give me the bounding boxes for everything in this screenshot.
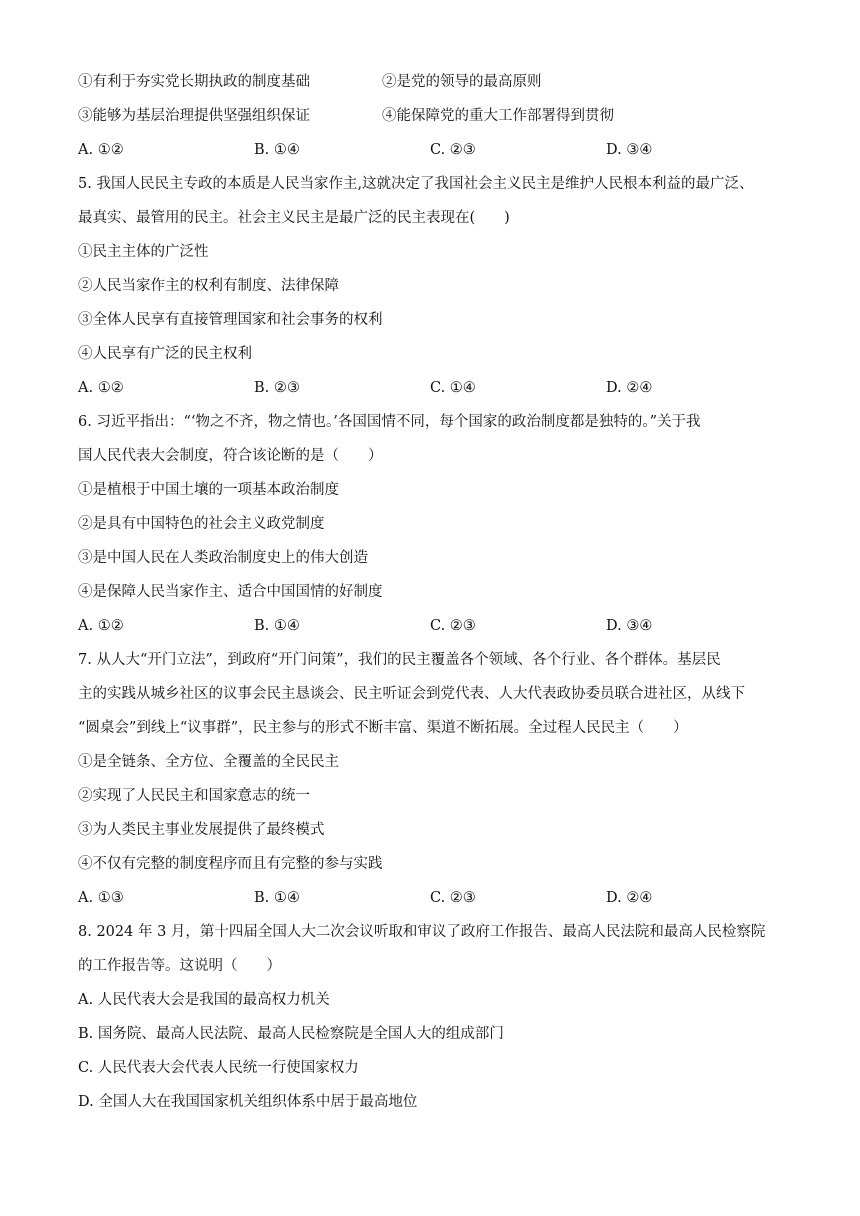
q4-statement-1: ①有利于夯实党长期执政的制度基础 bbox=[78, 74, 310, 90]
q6-stem-line-2: 国人民代表大会制度，符合该论断的是（ ） bbox=[78, 448, 383, 464]
q6-stem-line-1: 6. 习近平指出：“‘物之不齐，物之情也。’各国国情不同，每个国家的政治制度都是独特的。”关于我 bbox=[78, 414, 701, 430]
q6-statement-3: ③是中国人民在人类政治制度史上的伟大创造 bbox=[78, 550, 368, 566]
q6-option-c: C. ②③ bbox=[430, 618, 476, 634]
q4-statement-2: ②是党的领导的最高原则 bbox=[382, 74, 542, 90]
q6-option-d: D. ③④ bbox=[606, 618, 653, 634]
q7-statement-2: ②实现了人民民主和国家意志的统一 bbox=[78, 788, 310, 804]
q5-stem-line-1: 5. 我国人民民主专政的本质是人民当家作主,这就决定了我国社会主义民主是维护人民根本利益的最广泛、 bbox=[78, 176, 754, 192]
q5-statement-3: ③全体人民享有直接管理国家和社会事务的权利 bbox=[78, 312, 383, 328]
q7-stem-line-1: 7. 从人大“开门立法”，到政府“开门问策”，我们的民主覆盖各个领域、各个行业、各个群体。基层民 bbox=[78, 652, 721, 668]
q6-statement-1: ①是植根于中国土壤的一项基本政治制度 bbox=[78, 482, 339, 498]
q7-statement-1: ①是全链条、全方位、全覆盖的全民民主 bbox=[78, 754, 339, 770]
q8-choice-d: D. 全国人大在我国国家机关组织体系中居于最高地位 bbox=[78, 1094, 418, 1110]
q8-choice-a: A. 人民代表大会是我国的最高权力机关 bbox=[78, 992, 330, 1008]
q7-option-d: D. ②④ bbox=[606, 890, 653, 906]
q5-statement-1: ①民主主体的广泛性 bbox=[78, 244, 209, 260]
q8-stem-line-2: 的工作报告等。这说明（ ） bbox=[78, 958, 281, 974]
q4-option-c: C. ②③ bbox=[430, 142, 476, 158]
q8-stem-line-1: 8. 2024 年 3 月，第十四届全国人大二次会议听取和审议了政府工作报告、最高人民法院和最高人民检察院 bbox=[78, 924, 766, 940]
q7-option-c: C. ②③ bbox=[430, 890, 476, 906]
q7-statement-3: ③为人类民主事业发展提供了最终模式 bbox=[78, 822, 325, 838]
q5-option-c: C. ①④ bbox=[430, 380, 476, 396]
q6-option-b: B. ①④ bbox=[254, 618, 300, 634]
q7-statement-4: ④不仅有完整的制度程序而且有完整的参与实践 bbox=[78, 856, 383, 872]
q4-statement-4: ④能保障党的重大工作部署得到贯彻 bbox=[382, 108, 614, 124]
q6-option-a: A. ①② bbox=[78, 618, 124, 634]
q6-statement-2: ②是具有中国特色的社会主义政党制度 bbox=[78, 516, 325, 532]
q5-statement-2: ②人民当家作主的权利有制度、法律保障 bbox=[78, 278, 339, 294]
q8-choice-c: C. 人民代表大会代表人民统一行使国家权力 bbox=[78, 1060, 359, 1076]
q5-option-b: B. ②③ bbox=[254, 380, 300, 396]
q5-stem-line-2: 最真实、最管用的民主。社会主义民主是最广泛的民主表现在( ) bbox=[78, 210, 510, 226]
q7-option-a: A. ①③ bbox=[78, 890, 124, 906]
q7-stem-line-3: “圆桌会”到线上“议事群”，民主参与的形式不断丰富、渠道不断拓展。全过程人民民主（ ） bbox=[78, 720, 688, 736]
q7-stem-line-2: 主的实践从城乡社区的议事会民主恳谈会、民主听证会到党代表、人大代表政协委员联合进社区，从线下 bbox=[78, 686, 745, 702]
q4-option-b: B. ①④ bbox=[254, 142, 300, 158]
q5-statement-4: ④人民享有广泛的民主权利 bbox=[78, 346, 252, 362]
q6-statement-4: ④是保障人民当家作主、适合中国国情的好制度 bbox=[78, 584, 383, 600]
q4-option-d: D. ③④ bbox=[606, 142, 653, 158]
q5-option-a: A. ①② bbox=[78, 380, 124, 396]
q8-choice-b: B. 国务院、最高人民法院、最高人民检察院是全国人大的组成部门 bbox=[78, 1026, 504, 1042]
q4-option-a: A. ①② bbox=[78, 142, 124, 158]
q4-statement-3: ③能够为基层治理提供坚强组织保证 bbox=[78, 108, 310, 124]
q5-option-d: D. ②④ bbox=[606, 380, 653, 396]
q7-option-b: B. ①④ bbox=[254, 890, 300, 906]
